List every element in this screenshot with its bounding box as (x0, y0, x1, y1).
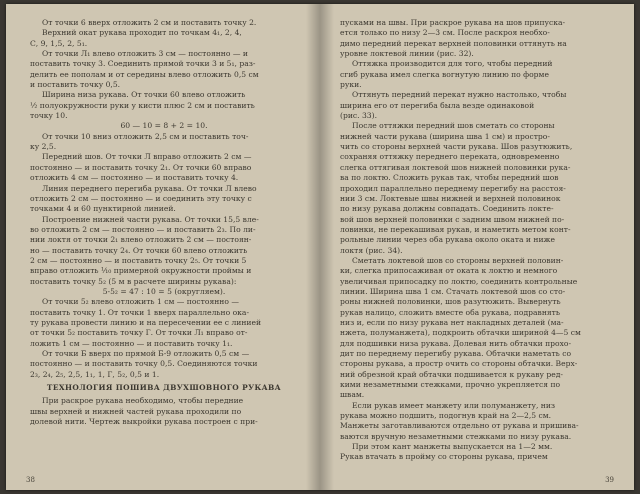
text-line: стороны рукава, а простр очить со стороны обтачки. Верх- (340, 359, 578, 369)
text-line: швам. (340, 390, 365, 400)
text-line: пусками на швы. При раскрое рукава на шов припуска- (340, 18, 566, 27)
text-line: С, 9, 1,5, 2, 5₁. (30, 38, 88, 48)
text-line: Рукав втачать в пройму со стороны рукава, причем (340, 452, 548, 462)
text-line: После оттяжки передний шов сметать со стороны (352, 121, 555, 131)
text-line: линии. Ширина шва 1 см. Стачать локтевой шов со сто- (340, 286, 566, 296)
text-line: рукава можно подшить, подогнув край на 2—2,5 см. (340, 411, 552, 421)
text-line: От точки 6 вверх отложить 2 см и поставить точку 2. (42, 18, 257, 27)
text-line: Если рукав имеет манжету или полуманжету, низ (352, 400, 556, 410)
text-line: сгиб рукава имел слегка вогнутую линию по форме (340, 69, 549, 79)
text-line: нии 3 см. Локтевые швы нижней и верхней половинок (340, 193, 561, 203)
text-line: От точки Л₁ влево отложить 3 см — постоянно — и (42, 49, 248, 59)
text-line: локтя (рис. 34). (340, 245, 403, 255)
text-line: долевой нити. Чертеж выкройки рукава построен с при- (30, 417, 258, 427)
text-line: ний обрезной край обтачки подшивается к рукаву ред- (340, 369, 563, 379)
text-line: сохраняя оттяжку переднего переката, одновременно (340, 152, 560, 162)
text-line: рольные линии через оба рукава около оката и ниже (340, 235, 555, 245)
text-line: Построение нижней части рукава. От точки 15,5 вле- (42, 214, 259, 224)
text-line: ва по локтю. Сложить рукав так, чтобы передний шов (340, 173, 559, 183)
text-line: слегка оттягивая локтевой шов нижней половинки рука- (340, 162, 571, 172)
section-heading: ТЕХНОЛОГИЯ ПОШИВА ДВУХШОВНОГО РУКАВА (46, 383, 282, 393)
text-line: отложить 2 см — постоянно — и соединить эту точку с (30, 193, 252, 203)
text-line: и поставить точку 0,5. (30, 80, 121, 90)
text-line: ширина его от перегиба была везде одинаковой (340, 100, 535, 110)
text-line: поставить точку 5₂ (5 м в расчете ширины рукава): (30, 276, 237, 286)
text-line: по низу рукава должны совпадать. Соединить локте- (340, 204, 554, 214)
text-line: Манжеты заготавливаются отдельно от рукава и пришива- (340, 421, 579, 431)
text-line: 2₃, 2₄, 2₅, 2,5, 1₁, 1, Г, 5₂, 0,5 и 1. (30, 369, 160, 379)
text-line: димо передний перекат верхней половинки оттянуть на (340, 38, 567, 48)
text-line: При этом кант манжеты выпускается на 1—2 мм. (352, 442, 553, 452)
text-line: ½ полуокружности руки у кисти плюс 2 см и поставить (30, 100, 255, 110)
text-line: (рис. 33). (340, 111, 378, 121)
text-line: кими незаметными стежками, прочно укрепляется по (340, 380, 561, 390)
formula-line: 5-5₂ = 47 : 10 = 5 (округляем). (102, 286, 226, 296)
text-line: ложить 1 см — постоянно — и поставить точку 1₁. (30, 338, 233, 348)
text-line: Ширина низа рукава. От точки 60 влево отложить (42, 90, 246, 100)
text-line: для подшивки низа рукава. Долевая нить обтачки прохо- (340, 338, 572, 348)
text-line: ки, слегка припосаживая от оката к локтю и немного (340, 266, 558, 276)
page-number-right: 39 (605, 476, 614, 484)
text-line: делить ее пополам и от середины влево отложить 0,5 см (30, 69, 259, 79)
text-line: во отложить 2 см — постоянно — и поставить 2₃. По ли- (30, 224, 256, 234)
text-line: ку 2,5. (30, 142, 57, 152)
text-line: Оттянуть передний перекат нужно настолько, чтобы (352, 90, 567, 100)
text-line: увеличивая припосадку по локтю, соединить контрольные (340, 276, 578, 286)
text-line: проходил параллельно переднему перегибу на расстоя- (340, 183, 566, 193)
book-spread (6, 4, 634, 490)
text-line: вправо отложить ¹⁄₁₀ примерной окружности проймы и (30, 266, 252, 276)
text-line: ется только по низу 2—3 см. После раскроя необхо- (340, 28, 550, 38)
text-line: поставить точку 3. Соединить прямой точки 3 и 5₁, раз- (30, 59, 256, 69)
text-line: Передний шов. От точки Л вправо отложить 2 см — (42, 152, 252, 162)
text-line: Оттяжка производится для того, чтобы передний (352, 59, 553, 69)
text-line: отложить 4 см — постоянно — и поставить точку 4. (30, 173, 239, 183)
right-page (340, 18, 610, 478)
text-line: чить со стороны верхней части рукава. Шов разутюжить, (340, 142, 573, 152)
text-line: ловинки, не перекашивая рукав, и наметить метом конт- (340, 224, 571, 234)
page-number-left: 38 (26, 476, 35, 484)
text-line: Сметать локтевой шов со стороны верхней половин- (352, 255, 564, 265)
book-gutter (306, 4, 334, 490)
left-page (30, 18, 298, 478)
text-line: нижней части рукава (ширина шва 1 см) и простро- (340, 131, 550, 141)
text-line: нии локтя от точки 2₁ влево отложить 2 см — постоян- (30, 235, 252, 245)
text-line: При раскрое рукава необходимо, чтобы передние (42, 396, 244, 406)
text-line: постоянно — и поставить точку 0,5. Соединяются точки (30, 359, 258, 369)
text-line: Верхний окат рукава проходит по точкам 4₁, 2, 4, (42, 28, 242, 38)
text-line: 2 см — постоянно — и поставить точку 2₅. От точки 5 (30, 255, 247, 265)
text-line: нжета, полуманжета), подкроить обтачки шириной 4—5 см (340, 328, 581, 338)
text-line: рукав налицо, сложить вместе оба рукава, подравнять (340, 307, 561, 317)
text-line: от точки 5₂ поставить точку Г. От точки Л₁ вправо от- (30, 328, 248, 338)
text-line: От точки 5₂ влево отложить 1 см — постоянно — (42, 297, 239, 307)
text-line: вой шов верхней половинки с задним швом нижней по- (340, 214, 565, 224)
text-line: точку 10. (30, 111, 68, 121)
text-line: поставить точку 1. От точки 1 вверх параллельно ока- (30, 307, 250, 317)
text-line: низ и, если по низу рукава нет накладных деталей (ма- (340, 317, 564, 327)
text-line: уровне локтевой линии (рис. 32). (340, 49, 474, 59)
text-line: точками 4 и 60 пунктирной линией. (30, 204, 176, 214)
text-line: швы верхней и нижней частей рукава проходили по (30, 406, 242, 416)
text-line: но — поставить точку 2₄. От точки 60 влево отложить (30, 245, 248, 255)
text-line: Линия переднего перегиба рукава. От точки Л влево (42, 183, 257, 193)
text-line: ту рукава провести линию и на пересечении ее с линией (30, 317, 262, 327)
text-line: От точки Б вверх по прямой Б-9 отложить 0,5 см — (42, 349, 250, 358)
text-line: роны нижней половинки, шов разутюжить. Вывернуть (340, 297, 561, 307)
formula-line: 60 — 10 = 8 + 2 = 10. (120, 121, 208, 131)
text-line: постоянно — и поставить точку 2₁. От точки 60 вправо (30, 162, 252, 172)
text-line: руки. (340, 80, 362, 90)
text-line: ваются вручную незаметными стежками по низу рукава. (340, 431, 572, 441)
text-line: дит по переднему перегибу рукава. Обтачки наметать со (340, 349, 572, 358)
text-line: От точки 10 вниз отложить 2,5 см и поставить точ- (42, 131, 249, 141)
